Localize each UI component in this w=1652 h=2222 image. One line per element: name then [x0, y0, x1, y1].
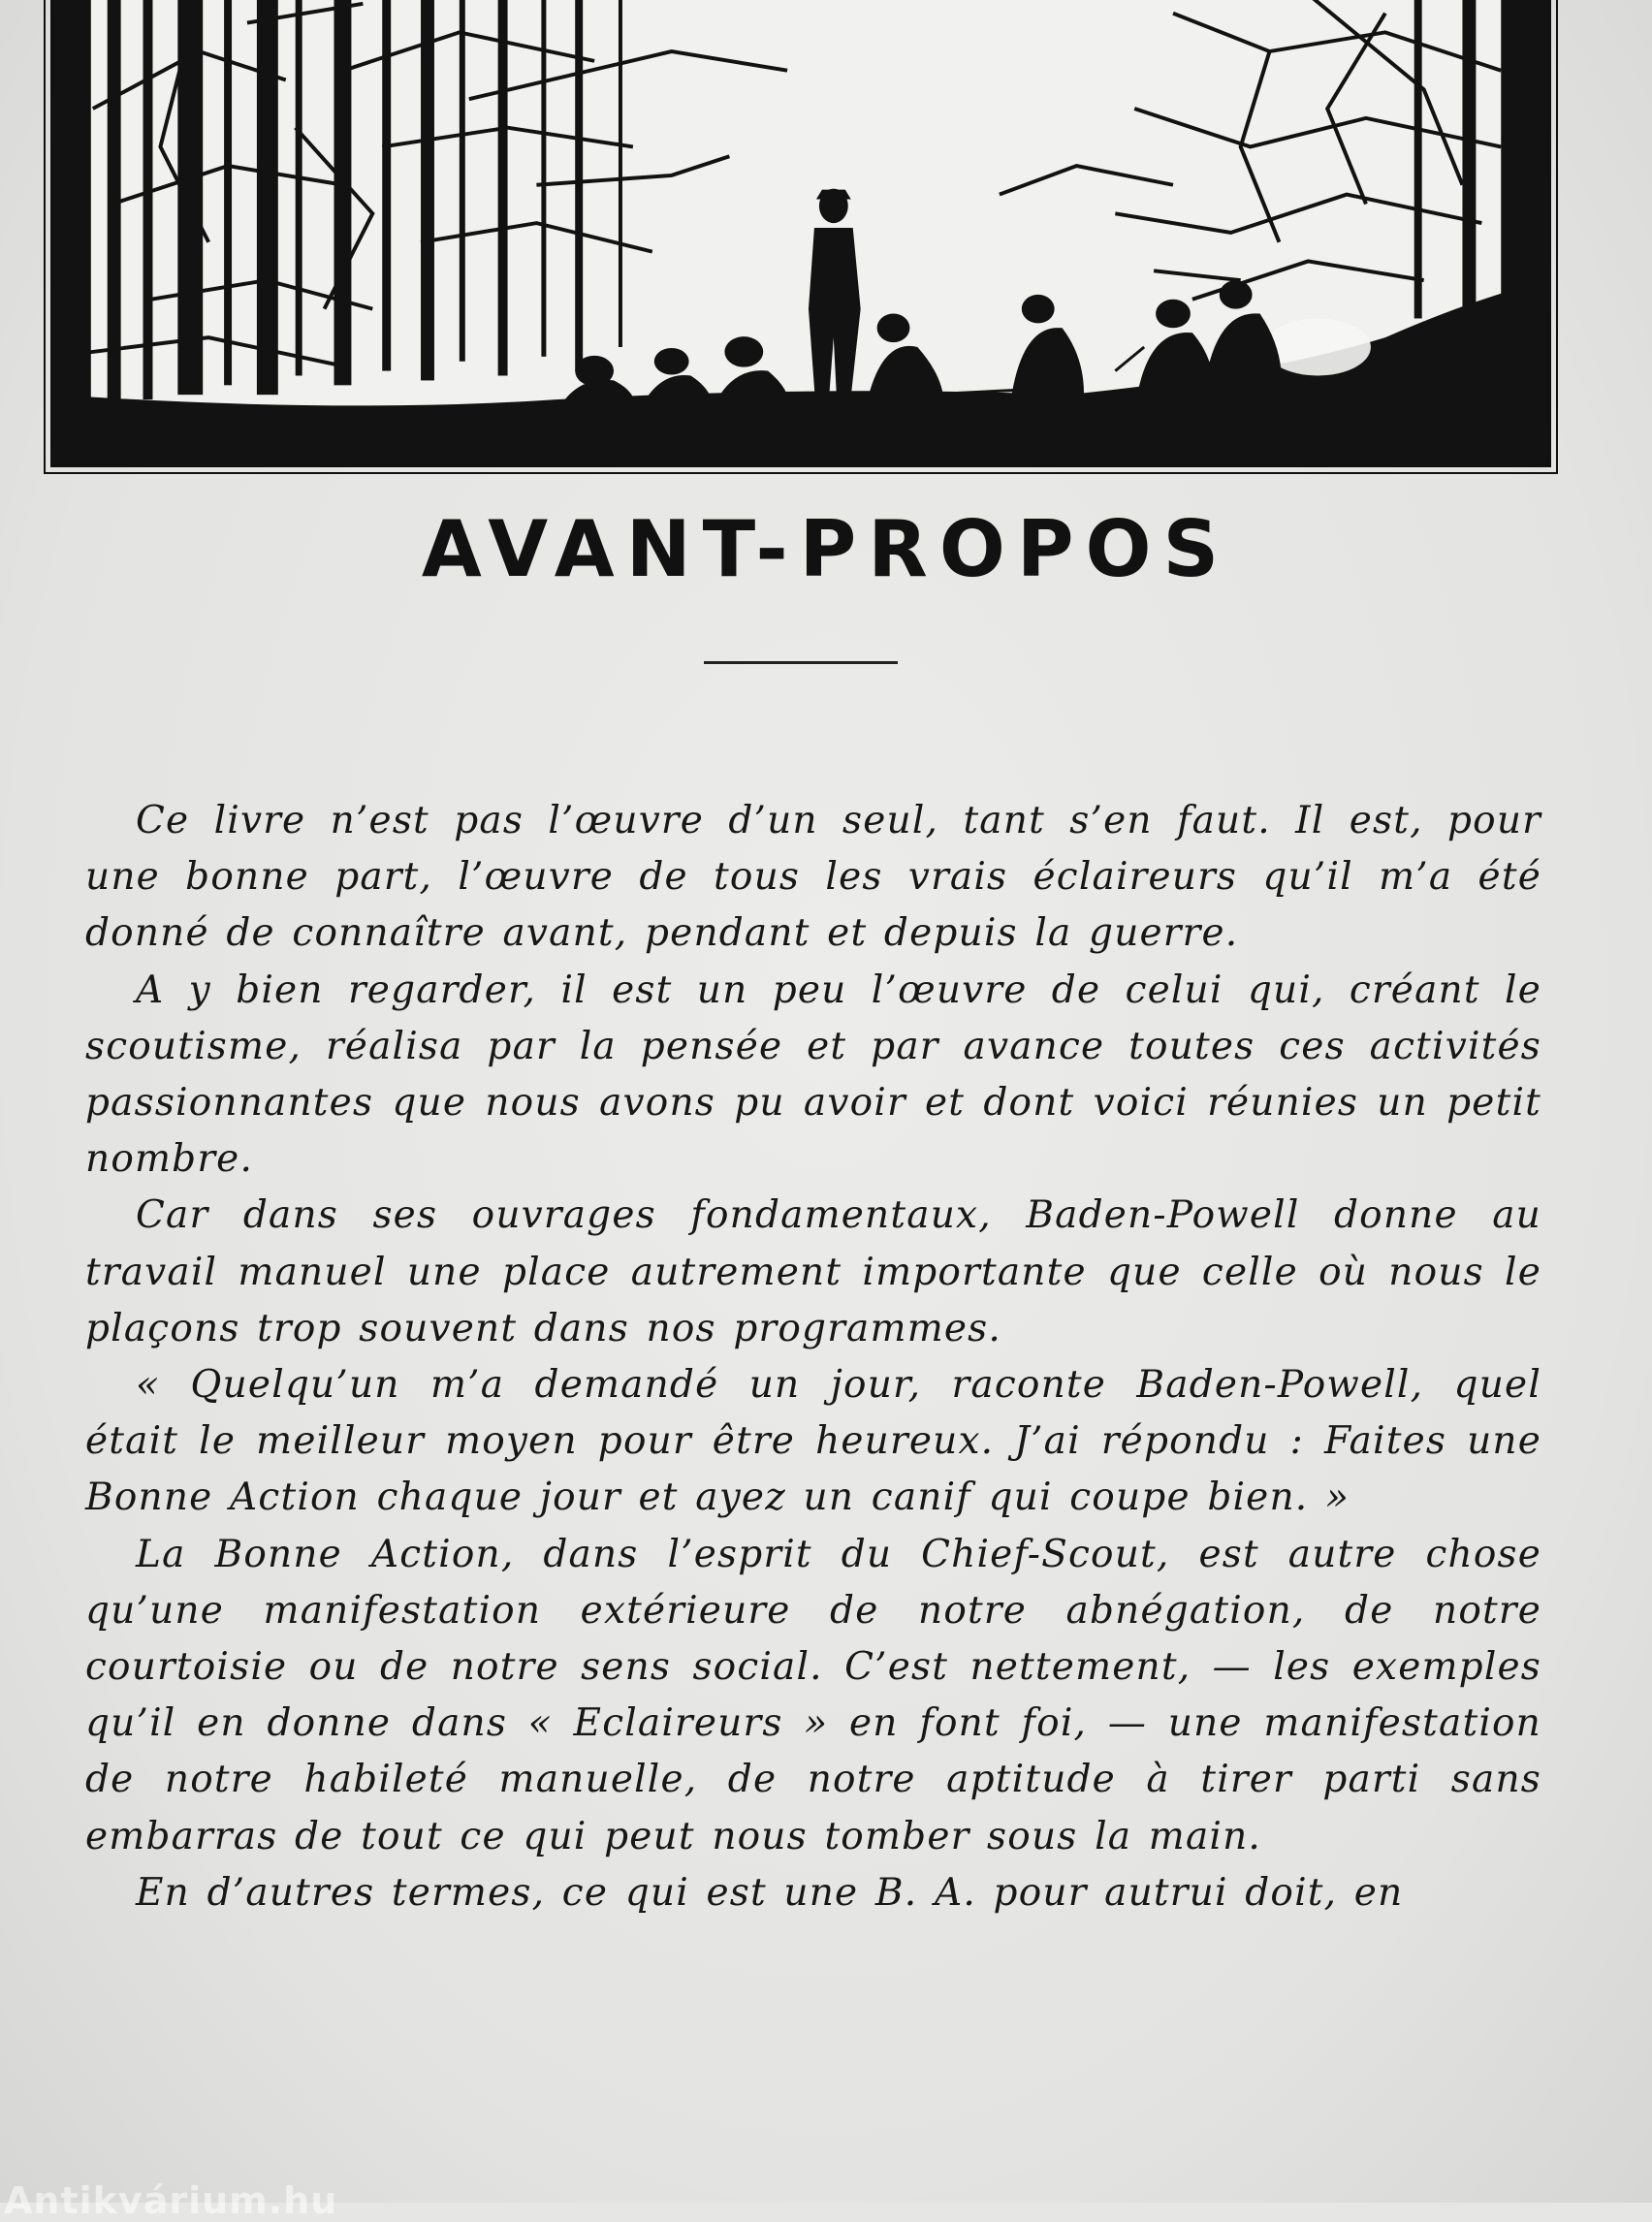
paragraph: A y bien regarder, il est un peu l’œuvre de celui qui, créant le scoutisme, réalisa par la pensée et par avance toutes ces activités passionnantes que nous avons pu avoir et dont voici réunies un petit nombre. [85, 968, 1541, 1182]
paragraph: Car dans ses ouvrages fondamentaux, Baden-Powell donne au travail manuel une place autrement importante que celle où nous le plaçons trop souvent dans nos programmes. [85, 1193, 1541, 1350]
paragraph: La Bonne Action, dans l’esprit du Chief-Scout, est autre chose qu’une manifestation extérieure de notre abnégation, de notre courtoisie ou de notre sens social. C’est nettement, — les exemples qu’il en donne dans « Eclaireurs » en font foi, — une manifestation de notre habileté manuelle, de notre aptitude à tirer parti sans embarras de tout ce qui peut nous tomber sous la main. [85, 1532, 1541, 1858]
paragraph: « Quelqu’un m’a demandé un jour, raconte Baden-Powell, quel était le meilleur moyen pour être heureux. J’ai répondu : Faites une Bonne Action chaque jour et ayez un canif qui coupe bien. » [85, 1363, 1541, 1520]
chapter-title: AVANT-PROPOS [421, 504, 1231, 594]
watermark: Antikvárium.hu [4, 2179, 338, 2222]
title-underline-divider [704, 661, 898, 664]
paragraph: En d’autres termes, ce qui est une B. A. pour autrui doit, en [136, 1870, 1404, 1915]
silhouette-artwork [54, 0, 1547, 463]
paragraph: Ce livre n’est pas l’œuvre d’un seul, tant s’en faut. Il est, pour une bonne part, l’œuvre de tous les vrais éclaireurs qu’il m’a été donné de connaître avant, pendant et depuis la guerre. [85, 799, 1541, 956]
foreword-text [85, 793, 1541, 1921]
scouts-campfire-silhouette-illustration [50, 0, 1551, 467]
